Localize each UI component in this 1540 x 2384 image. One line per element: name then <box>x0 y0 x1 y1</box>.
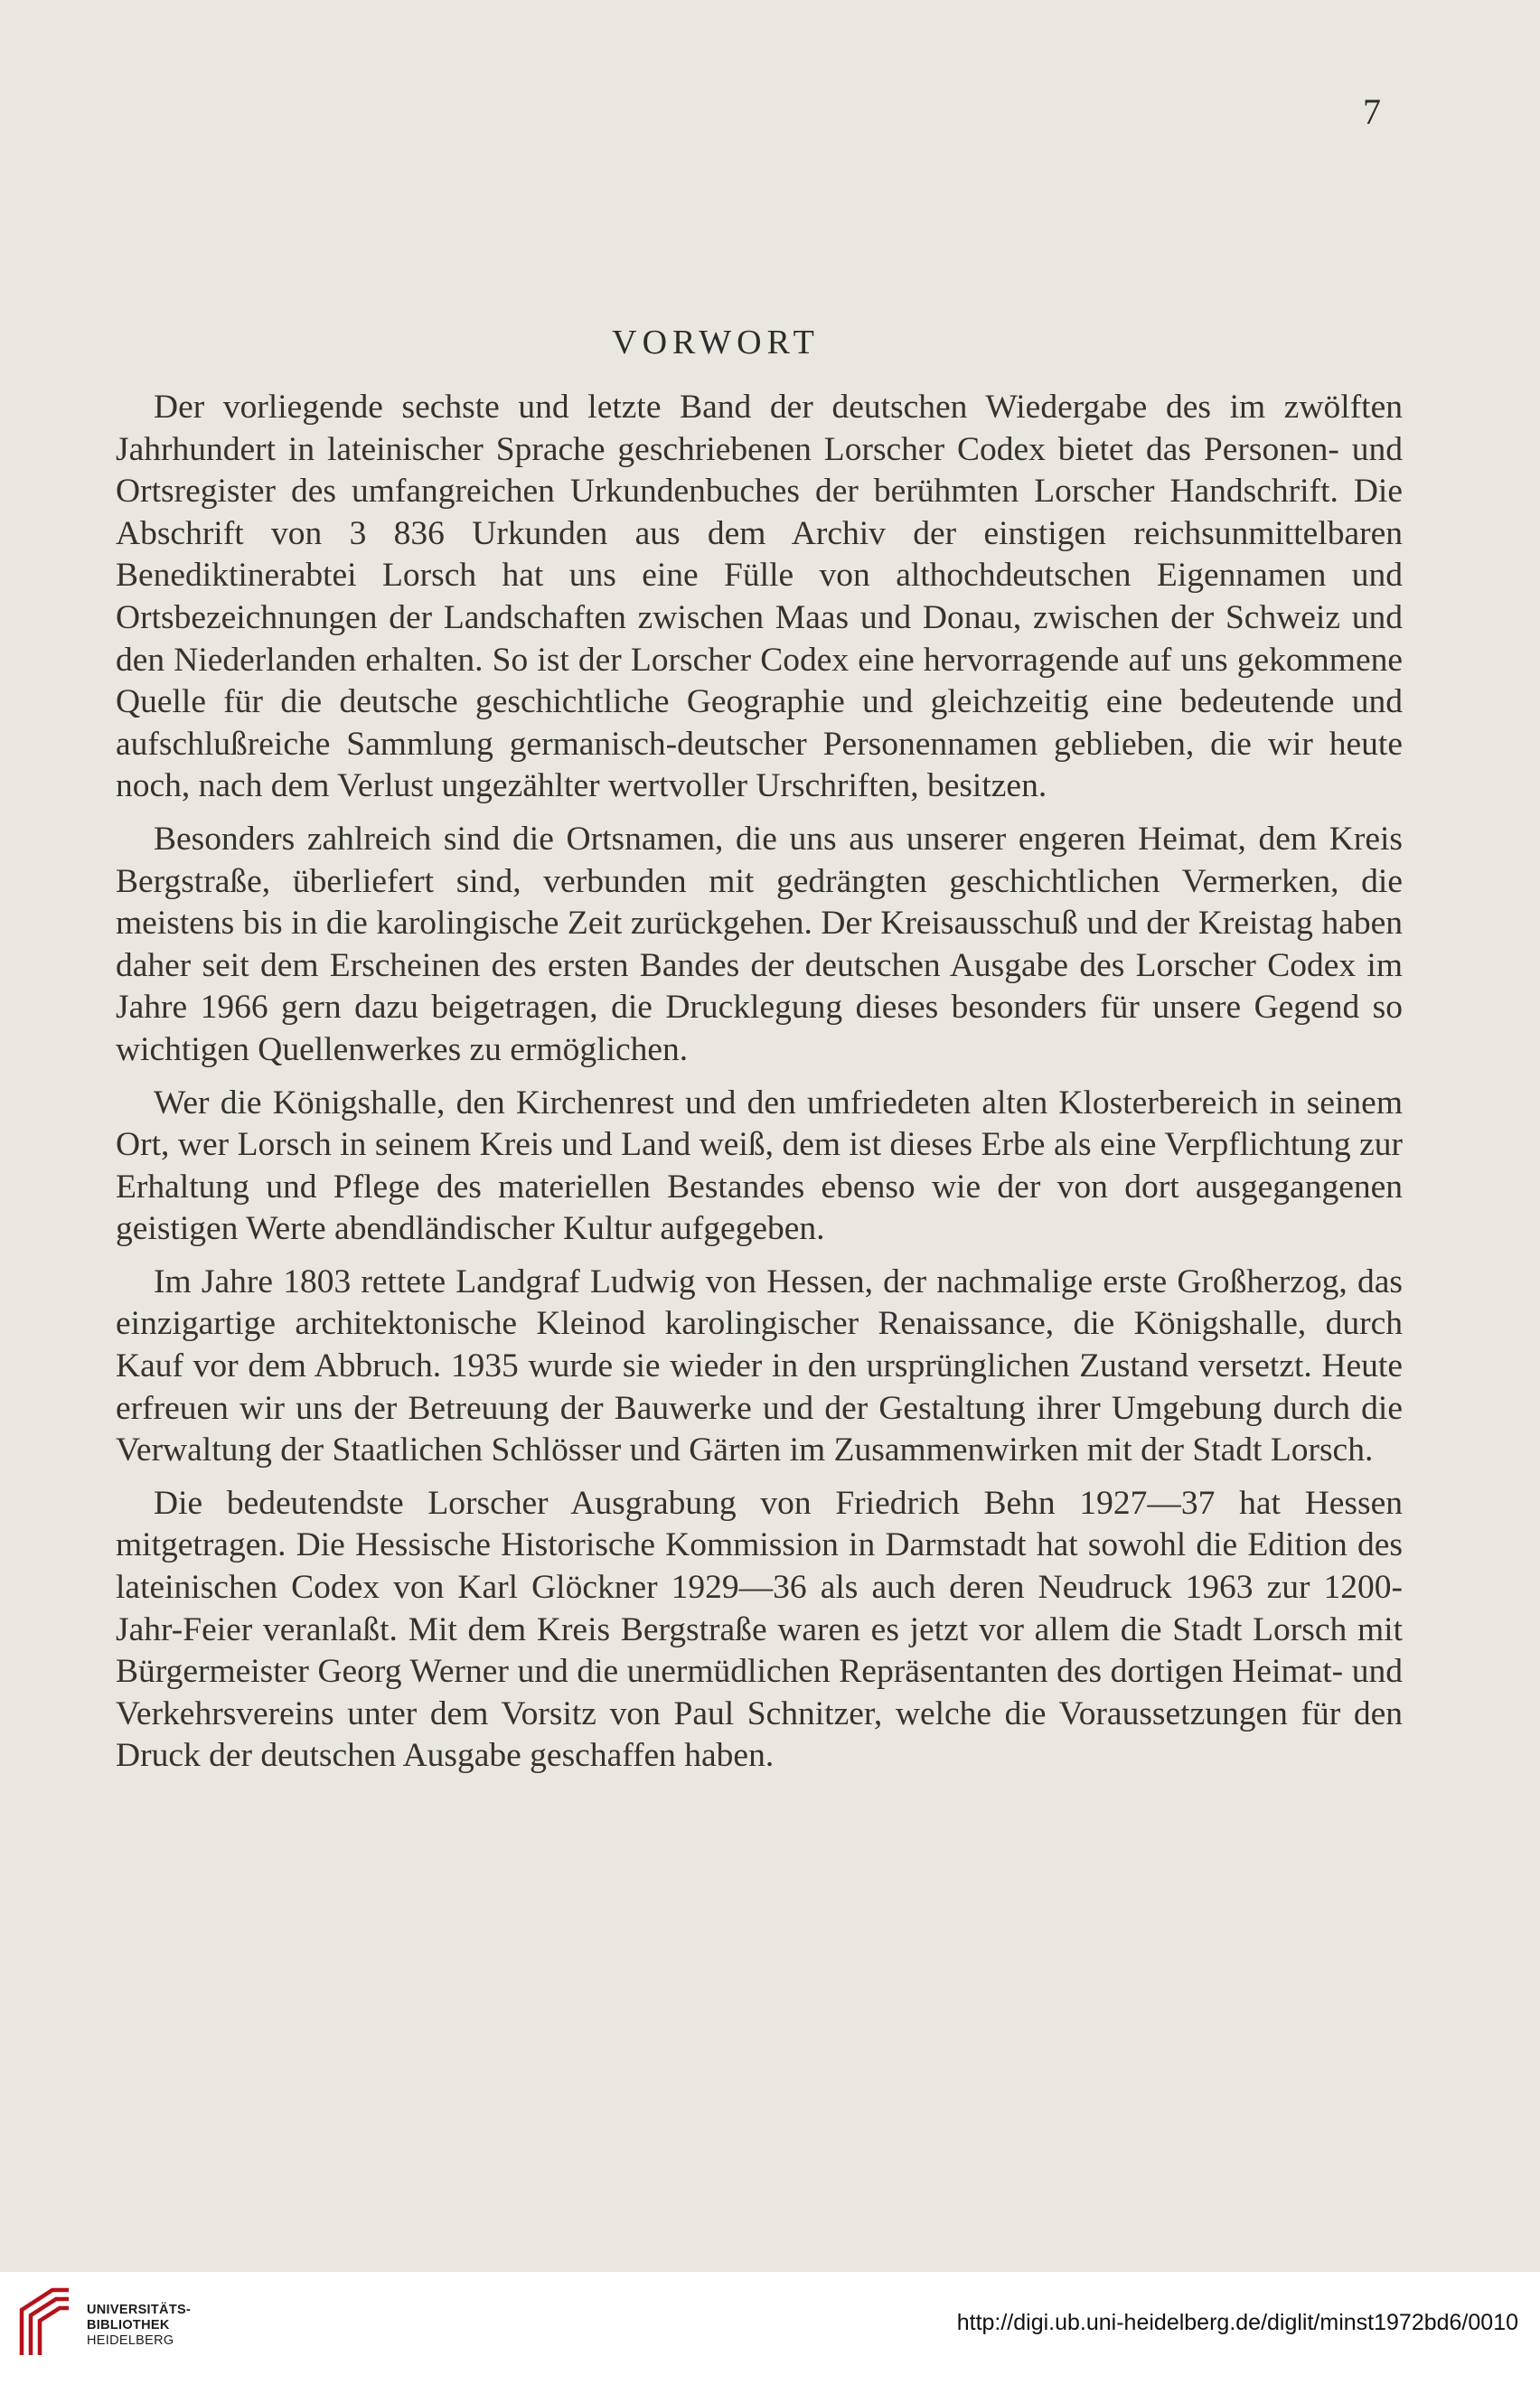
paragraph-4: Im Jahre 1803 rettete Landgraf Ludwig von Hessen, der nachmalige erste Großherzog, das einzigartige architektonische Kleinod karolingischer Renaissance, die Königshalle, durch Kauf vor dem Abbruch. 1935 wurde sie wieder in den ursprünglichen Zustand versetzt. Heute erfreuen wir uns der Betreuung der Bauwerke und der Gestaltung ihrer Umgebung durch die Verwaltung der Staatlichen Schlösser und Gärten im Zusammenwirken mit der Stadt Lorsch. <box>116 1262 1403 1469</box>
paragraph-5: Die bedeutendste Lorscher Ausgrabung von Friedrich Behn 1927—37 hat Hessen mitgetragen. Die Hessische Historische Kommission in Darmstadt hat sowohl die Edition des lateinischen Codex von Karl Glöckner 1929—36 als auch deren Neudruck 1963 zur 1200-Jahr-Feier veranlaßt. Mit dem Kreis Bergstraße waren es jetzt vor allem die Stadt Lorsch mit Bürgermeister Georg Werner und die unermüdlichen Repräsentanten des dortigen Heimat- und Verkehrsvereins unter dem Vorsitz von Paul Schnitzer, welche die Voraussetzungen für den Druck der deutschen Ausgabe geschaffen haben. <box>116 1484 1403 1775</box>
paragraph-1: Der vorliegende sechste und letzte Band der deutschen Wiedergabe des im zwölften Jahrhundert in lateinischer Sprache geschriebenen Lorscher Codex bietet das Personen- und Ortsregister des umfangreichen Urkundenbuches der berühmten Lorscher Handschrift. Die Abschrift von 3 836 Urkunden aus dem Archiv der einstigen reichsunmittelbaren Benediktinerabtei Lorsch hat uns eine Fülle von althochdeutschen Eigennamen und Ortsbezeichnungen der Landschaften zwischen Maas und Donau, zwischen der Schweiz und den Niederlanden erhalten. So ist der Lorscher Codex eine hervorragende auf uns gekommene Quelle für die deutsche geschichtliche Geographie und gleichzeitig eine bedeutende und aufschlußreiche Sammlung germanisch-deutscher Personennamen geblieben, die wir heute noch, nach dem Verlust ungezählter wertvoller Urschriften, besitzen. <box>116 389 1403 805</box>
library-name-line-3: HEIDELBERG <box>87 2333 174 2348</box>
library-name[interactable] <box>87 2303 191 2349</box>
paragraph-3: Wer die Königshalle, den Kirchenrest und den umfriedeten alten Klosterbereich in seinem Ort, wer Lorsch in seinem Kreis und Land weiß, dem ist dieses Erbe als eine Verpflichtung zur Erhaltung und Pflege des materiellen Bestandes ebenso wie der von dort ausgegangenen geistigen Werte abendländischer Kultur aufgegeben. <box>116 1084 1403 1248</box>
source-url-link[interactable]: http://digi.ub.uni-heidelberg.de/diglit/minst1972bd6/0010 <box>956 2310 1518 2335</box>
library-name-line-1: UNIVERSITÄTS- <box>87 2303 192 2317</box>
ub-heidelberg-logo-icon[interactable] <box>16 2283 74 2359</box>
library-name-line-2: BIBLIOTHEK <box>87 2318 170 2332</box>
page-number: 7 <box>1363 91 1381 132</box>
body-text <box>116 387 1403 1788</box>
paragraph-2: Besonders zahlreich sind die Ortsnamen, die uns aus unserer engeren Heimat, dem Kreis Bergstraße, überliefert sind, verbunden mit gedrängten geschichtlichen Vermerken, die meistens bis in die karolingische Zeit zurückgehen. Der Kreisausschuß und der Kreistag haben daher seit dem Erscheinen des ersten Bandes der deutschen Ausgabe des Lorscher Codex im Jahre 1966 gern dazu beigetragen, die Drucklegung dieses besonders für unsere Gegend so wichtigen Quellenwerkes zu ermöglichen. <box>116 820 1403 1068</box>
footer-bar <box>0 2272 1540 2384</box>
page-heading: VORWORT <box>612 324 820 361</box>
